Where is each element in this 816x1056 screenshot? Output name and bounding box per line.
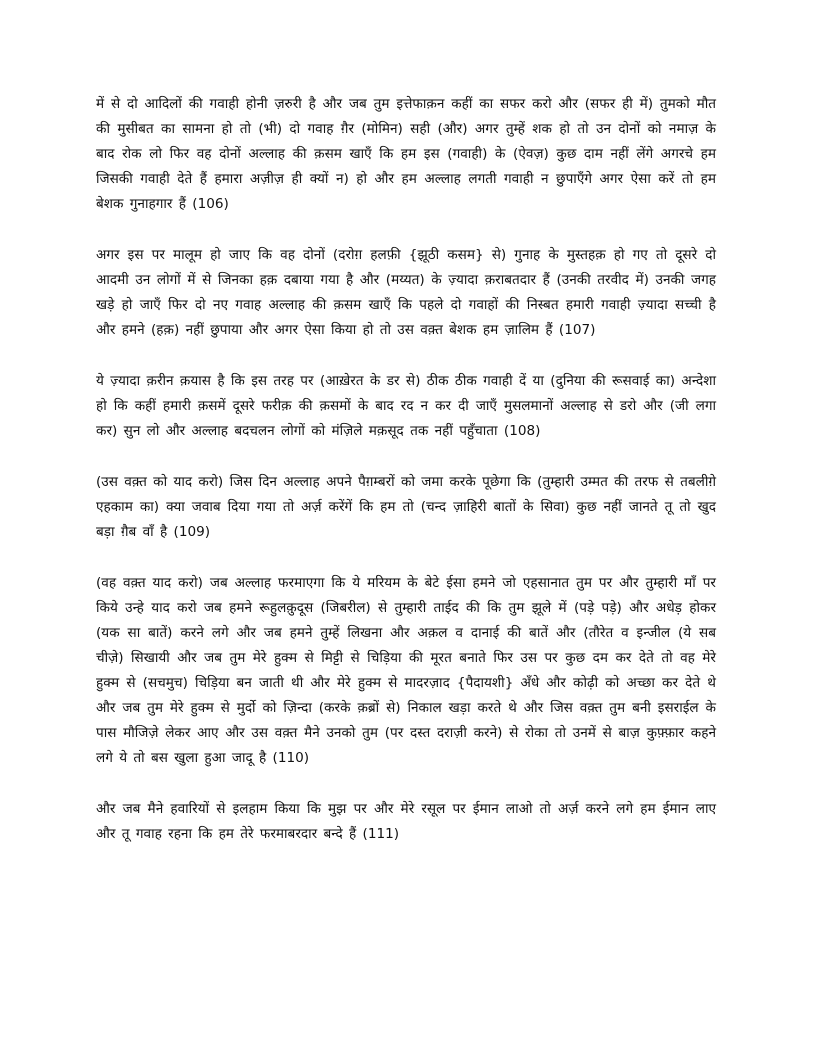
verse-107-paragraph: अगर इस पर मालूम हो जाए कि वह दोनों (दरोग़ हलफ़ी {झूठी कसम} से) गुनाह के मुस्तहक़ हो गए तो दूसरे दो आदमी उन लोगों में से जिनका हक़ दबाया गया है और (मय्यत) के ज़्यादा क़राबतदार हैं (उनकी तरवीद में) उनकी जगह खड़े हो जाएँ फिर दो नए गवाह अल्लाह की क़सम खाएँ कि पहले दो गवाहों की निस्बत हमारी गवाही ज़्यादा सच्ची है और हमने (हक़) नहीं छुपाया और अगर ऐसा किया हो तो उस वक़्त बेशक हम ज़ालिम हैं (107) <box>96 247 716 338</box>
verse-110-paragraph: (वह वक़्त याद करो) जब अल्लाह फरमाएगा कि ये मरियम के बेटे ईसा हमने जो एहसानात तुम पर और तुम्हारी माँ पर किये उन्हे याद करो जब हमने रूहुलक़ुदूस (जिबरील) से तुम्हारी ताईद की कि तुम झूले में (पड़े पड़े) और अधेड़ होकर (यक सा बातें) करने लगे और जब हमने तुम्हें लिखना और अक़ल व दानाई की बातें और (तौरेत व इन्जील (ये सब चीजे़) सिखायी और जब तुम मेरे हुक्म से मिट्टी से चिड़िया की मूरत बनाते फिर उस पर कुछ दम कर देते तो वह मेरे हुक्म से (सचमुच) चिड़िया बन जाती थी और मेरे हुक्म से मादरज़ाद {पैदायशी} अँधे और कोढ़ी को अच्छा कर देते थे और जब तुम मेरे हुक्म से मुर्दो को ज़िन्दा (करके क़ब्रों से) निकाल खड़ा करते थे और जिस वक़्त तुम बनी इसराईल के पास मौजिज़े लेकर आए और उस वक़्त मैने उनको तुम (पर दस्त दराज़ी करने) से रोका तो उनमें से बाज़ कुफ़्फ़ार कहने लगे ये तो बस खुला हुआ जादू है (110) <box>96 575 716 766</box>
verse-111-paragraph: और जब मैने हवारियों से इलहाम किया कि मुझ पर और मेरे रसूल पर ईमान लाओ तो अर्ज़ करने लगे हम ईमान लाए और तू गवाह रहना कि हम तेरे फरमाबरदार बन्दे हैं (111) <box>96 801 716 842</box>
verse-106-paragraph: में से दो आदिलों की गवाही होनी ज़रुरी है और जब तुम इत्तेफाक़न कहीं का सफर करो और (सफर ही में) तुमको मौत की मुसीबत का सामना हो तो (भी) दो गवाह ग़ैर (मोमिन) सही (और) अगर तुम्हें शक हो तो उन दोनों को नमाज़ के बाद रोक लो फिर वह दोनों अल्लाह की क़सम खाएँ कि हम इस (गवाही) के (ऐवज़) कुछ दाम नहीं लेंगे अगरचे हम जिसकी गवाही देते हैं हमारा अज़ीज़ ही क्यों न) हो और हम अल्लाह लगती गवाही न छुपाएँगे अगर ऐसा करें तो हम बेशक गुनाहगार हैं (106) <box>96 96 716 212</box>
verse-108-paragraph: ये ज़्यादा क़रीन क़यास है कि इस तरह पर (आख़ेरत के डर से) ठीक ठीक गवाही दें या (दुनिया की रूसवाई का) अन्देशा हो कि कहीं हमारी क़समें दूसरे फरीक़ की क़समों के बाद रद न कर दी जाएँ मुसलमानों अल्लाह से डरो और (जी लगा कर) सुन लो और अल्लाह बदचलन लोगों को मंज़िले मक़सूद तक नहीं पहुँचाता (108) <box>96 373 716 439</box>
document-page <box>96 92 716 873</box>
verse-109-paragraph: (उस वक़्त को याद करो) जिस दिन अल्लाह अपने पैग़म्बरों को जमा करके पूछेगा कि (तुम्हारी उम्मत की तरफ से तबलीग़े एहकाम का) क्या जवाब दिया गया तो अर्ज़ करेंगें कि हम तो (चन्द ज़ाहिरी बातों के सिवा) कुछ नहीं जानते तू तो खुद बड़ा ग़ैब वाँ है (109) <box>96 474 716 540</box>
